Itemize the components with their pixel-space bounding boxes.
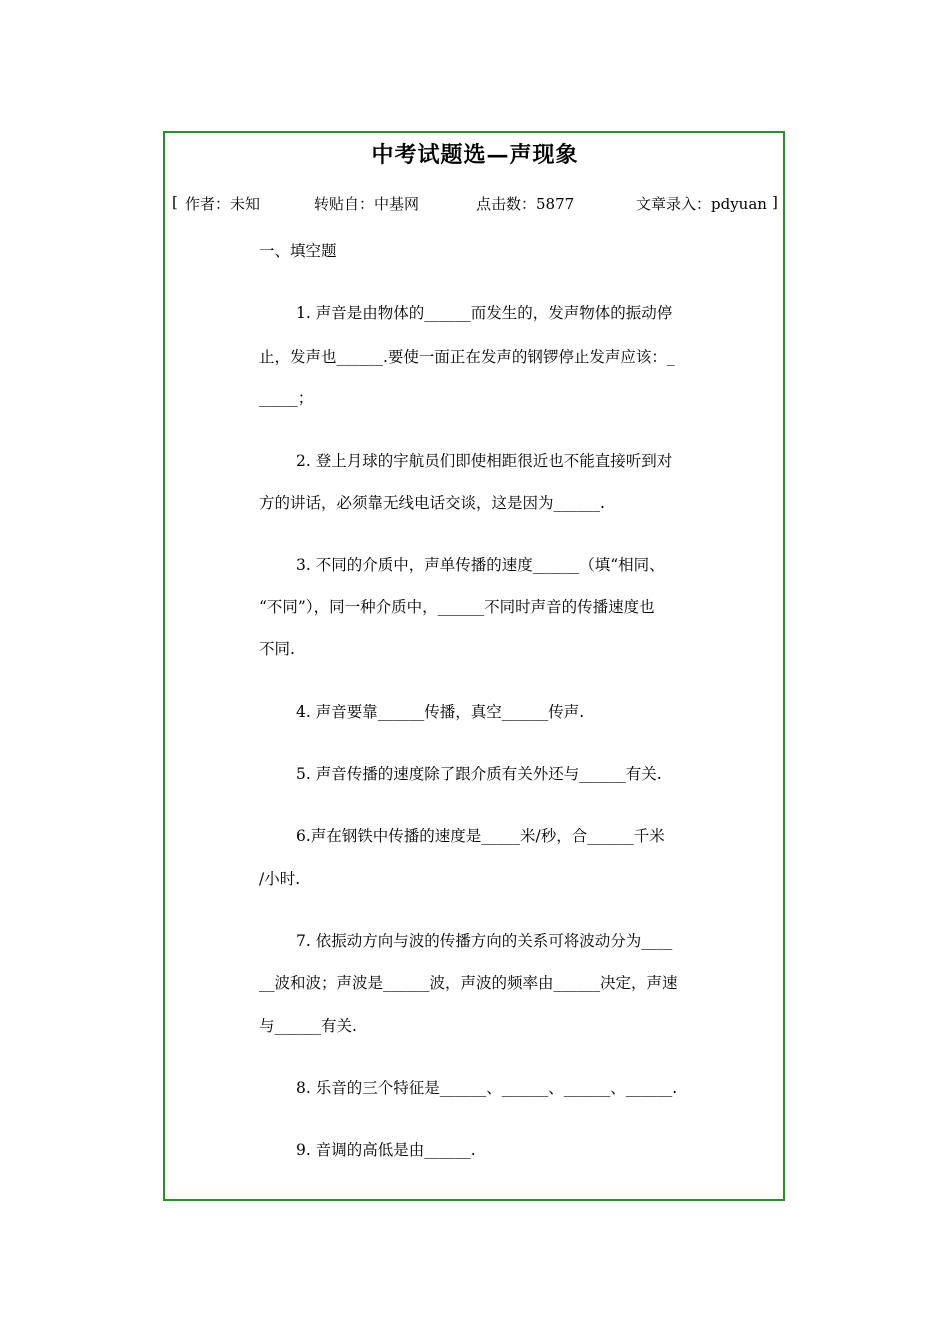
question-line: 5. 声音传播的速度除了跟介质有关外还与______有关. <box>296 765 662 783</box>
meta-author: 作者：未知 <box>185 195 261 213</box>
question-line: 方的讲话，必须靠无线电话交谈，这是因为______. <box>259 494 605 512</box>
meta-open-bracket: [ <box>172 193 178 211</box>
question-line: 不同. <box>259 640 295 658</box>
question-line: 9. 音调的高低是由______. <box>296 1141 476 1159</box>
meta-clicks: 点击数：5877 <box>476 195 575 213</box>
question-line: _____； <box>259 389 314 407</box>
question-line: “不同”），同一种介质中，______不同时声音的传播速度也 <box>259 598 655 616</box>
question-line: 8. 乐音的三个特征是______、______、______、______. <box>296 1079 678 1097</box>
document-title: 中考试题选—声现象 <box>371 142 579 168</box>
question-line: /小时. <box>259 870 301 888</box>
question-line: 止，发声也______.要使一面正在发声的钢锣停止发声应该：_ <box>259 348 675 366</box>
document-frame <box>163 131 785 1201</box>
meta-close-bracket: ] <box>772 193 778 211</box>
question-line: __波和波；声波是______波，声波的频率由______决定，声速 <box>259 974 678 992</box>
meta-editor: 文章录入：pdyuan <box>636 195 767 213</box>
question-line: 3. 不同的介质中，声单传播的速度______（填“相同、 <box>296 556 665 574</box>
section-heading: 一、填空题 <box>259 242 337 260</box>
question-line: 与______有关. <box>259 1017 357 1035</box>
question-line: 2. 登上月球的宇航员们即使相距很近也不能直接听到对 <box>296 452 673 470</box>
question-line: 7. 依振动方向与波的传播方向的关系可将波动分为____ <box>296 932 673 950</box>
meta-source: 转贴自：中基网 <box>314 195 420 213</box>
question-line: 6.声在钢铁中传播的速度是_____米/秒，合______千米 <box>296 827 665 845</box>
question-line: 4. 声音要靠______传播，真空______传声. <box>296 703 585 721</box>
question-line: 1. 声音是由物体的______而发生的，发声物体的振动停 <box>296 304 673 322</box>
